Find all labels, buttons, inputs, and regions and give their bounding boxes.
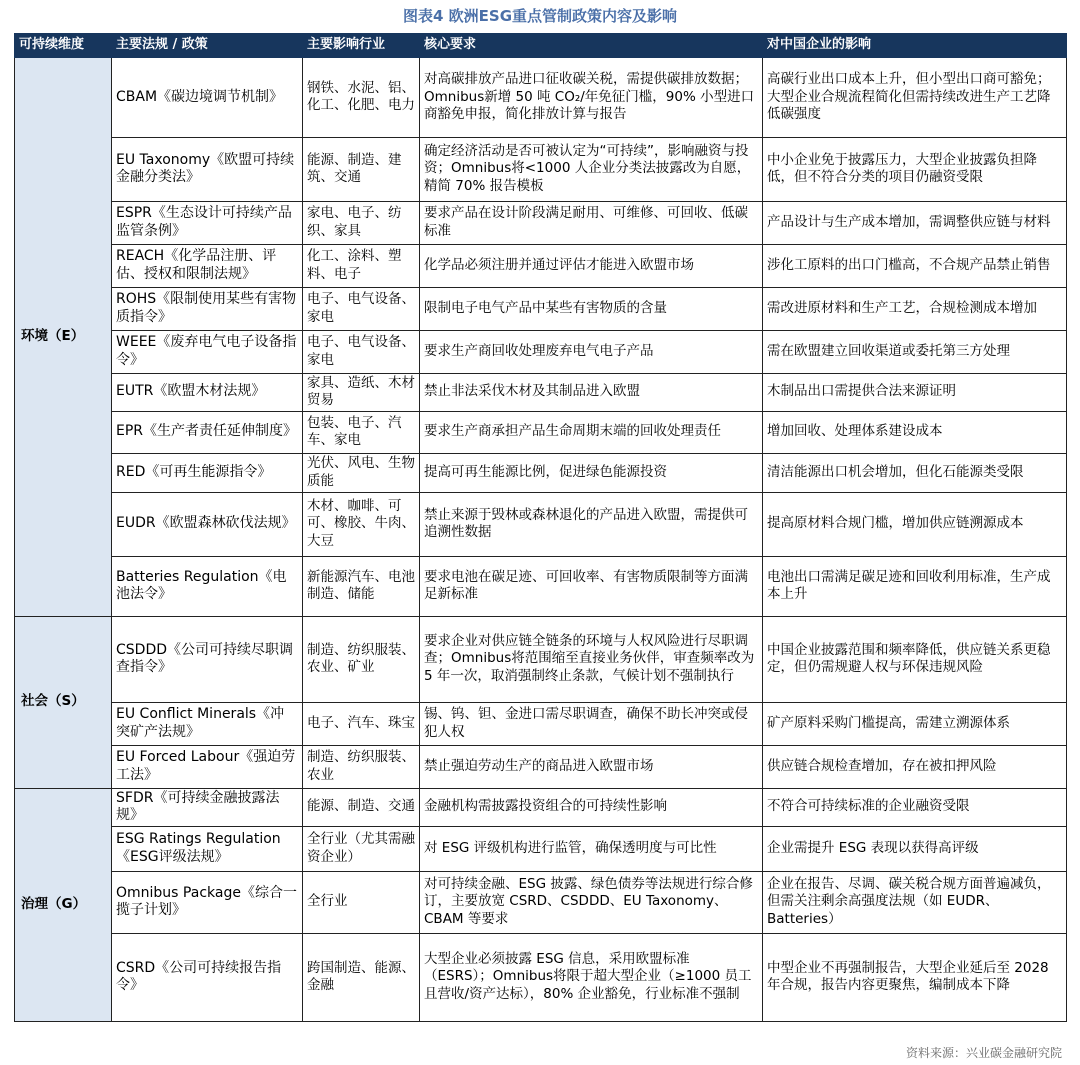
industries-cell: 化工、涂料、塑料、电子 bbox=[303, 244, 420, 287]
table-row bbox=[15, 373, 1067, 411]
source-note: 资料来源：兴业碳金融研究院 bbox=[905, 1046, 1062, 1060]
industries-cell: 家具、造纸、木材贸易 bbox=[303, 373, 420, 411]
header-impact: 对中国企业的影响 bbox=[763, 34, 1067, 58]
dimension-cell: 社会（S） bbox=[15, 616, 112, 788]
impact-cell: 提高原材料合规门槛，增加供应链溯源成本 bbox=[763, 492, 1067, 556]
table-row bbox=[15, 745, 1067, 788]
industries-cell: 制造、纺织服装、农业 bbox=[303, 745, 420, 788]
requirement-cell: 化学品必须注册并通过评估才能进入欧盟市场 bbox=[420, 244, 763, 287]
table-row bbox=[15, 287, 1067, 330]
table-row bbox=[15, 244, 1067, 287]
industries-cell: 木材、咖啡、可可、橡胶、牛肉、大豆 bbox=[303, 492, 420, 556]
requirement-cell: 要求生产商承担产品生命周期末端的回收处理责任 bbox=[420, 411, 763, 453]
requirement-cell: 禁止强迫劳动生产的商品进入欧盟市场 bbox=[420, 745, 763, 788]
impact-cell: 中型企业不再强制报告，大型企业延后至 2028 年合规，报告内容更聚焦，编制成本下降 bbox=[763, 933, 1067, 1021]
dimension-cell: 治理（G） bbox=[15, 788, 112, 1021]
requirement-cell: 要求产品在设计阶段满足耐用、可维修、可回收、低碳标准 bbox=[420, 201, 763, 244]
table-row bbox=[15, 788, 1067, 826]
impact-cell: 企业在报告、尽调、碳关税合规方面普遍减负，但需关注剩余高强度法规（如 EUDR、Batteries） bbox=[763, 871, 1067, 933]
impact-cell: 增加回收、处理体系建设成本 bbox=[763, 411, 1067, 453]
requirement-cell: 要求企业对供应链全链条的环境与人权风险进行尽职调查；Omnibus将范围缩至直接业务伙伴，审查频率改为 5 年一次，取消强制终止条款，气候计划不强制执行 bbox=[420, 616, 763, 702]
industries-cell: 能源、制造、交通 bbox=[303, 788, 420, 826]
regulation-cell: EU Forced Labour《强迫劳工法》 bbox=[112, 745, 303, 788]
requirement-cell: 对可持续金融、ESG 披露、绿色债券等法规进行综合修订，主要放宽 CSRD、CSDDD、EU Taxonomy、CBAM 等要求 bbox=[420, 871, 763, 933]
industries-cell: 电子、电气设备、家电 bbox=[303, 330, 420, 373]
regulation-cell: Omnibus Package《综合一揽子计划》 bbox=[112, 871, 303, 933]
impact-cell: 涉化工原料的出口门槛高，不合规产品禁止销售 bbox=[763, 244, 1067, 287]
requirement-cell: 大型企业必须披露 ESG 信息，采用欧盟标准（ESRS）；Omnibus将限于超大型企业（≥1000 员工且营收/资产达标），80% 企业豁免，行业标准不强制 bbox=[420, 933, 763, 1021]
requirement-cell: 金融机构需披露投资组合的可持续性影响 bbox=[420, 788, 763, 826]
impact-cell: 中小企业免于披露压力，大型企业披露负担降低，但不符合分类的项目仍融资受限 bbox=[763, 137, 1067, 201]
table-header-row bbox=[15, 34, 1067, 58]
industries-cell: 跨国制造、能源、金融 bbox=[303, 933, 420, 1021]
regulation-cell: ESG Ratings Regulation《ESG评级法规》 bbox=[112, 826, 303, 871]
industries-cell: 光伏、风电、生物质能 bbox=[303, 453, 420, 492]
table-row bbox=[15, 556, 1067, 616]
industries-cell: 电子、电气设备、家电 bbox=[303, 287, 420, 330]
regulation-cell: ESPR《生态设计可持续产品监管条例》 bbox=[112, 201, 303, 244]
industries-cell: 全行业 bbox=[303, 871, 420, 933]
regulation-cell: CBAM《碳边境调节机制》 bbox=[112, 57, 303, 137]
table-body bbox=[15, 57, 1067, 1021]
header-requirement: 核心要求 bbox=[420, 34, 763, 58]
header-industries: 主要影响行业 bbox=[303, 34, 420, 58]
requirement-cell: 对 ESG 评级机构进行监管，确保透明度与可比性 bbox=[420, 826, 763, 871]
industries-cell: 新能源汽车、电池制造、储能 bbox=[303, 556, 420, 616]
table-row bbox=[15, 492, 1067, 556]
policy-table-container bbox=[14, 33, 1066, 1022]
industries-cell: 包装、电子、汽车、家电 bbox=[303, 411, 420, 453]
impact-cell: 清洁能源出口机会增加，但化石能源类受限 bbox=[763, 453, 1067, 492]
table-row bbox=[15, 933, 1067, 1021]
requirement-cell: 禁止非法采伐木材及其制品进入欧盟 bbox=[420, 373, 763, 411]
table-row bbox=[15, 137, 1067, 201]
impact-cell: 产品设计与生产成本增加，需调整供应链与材料 bbox=[763, 201, 1067, 244]
dimension-cell: 环境（E） bbox=[15, 57, 112, 616]
regulation-cell: RED《可再生能源指令》 bbox=[112, 453, 303, 492]
regulation-cell: EU Taxonomy《欧盟可持续金融分类法》 bbox=[112, 137, 303, 201]
header-regulation: 主要法规 / 政策 bbox=[112, 34, 303, 58]
header-dimension: 可持续维度 bbox=[15, 34, 112, 58]
requirement-cell: 要求生产商回收处理废弃电气电子产品 bbox=[420, 330, 763, 373]
policy-table bbox=[14, 33, 1067, 1022]
table-row bbox=[15, 616, 1067, 702]
regulation-cell: CSDDD《公司可持续尽职调查指令》 bbox=[112, 616, 303, 702]
regulation-cell: ROHS《限制使用某些有害物质指令》 bbox=[112, 287, 303, 330]
impact-cell: 中国企业披露范围和频率降低，供应链关系更稳定，但仍需规避人权与环保违规风险 bbox=[763, 616, 1067, 702]
table-row bbox=[15, 702, 1067, 745]
regulation-cell: SFDR《可持续金融披露法规》 bbox=[112, 788, 303, 826]
industries-cell: 能源、制造、建筑、交通 bbox=[303, 137, 420, 201]
table-row bbox=[15, 57, 1067, 137]
requirement-cell: 对高碳排放产品进口征收碳关税，需提供碳排放数据；Omnibus新增 50 吨 CO₂/年免征门槛，90% 小型进口商豁免申报，简化排放计算与报告 bbox=[420, 57, 763, 137]
regulation-cell: EUTR《欧盟木材法规》 bbox=[112, 373, 303, 411]
industries-cell: 制造、纺织服装、农业、矿业 bbox=[303, 616, 420, 702]
impact-cell: 需改进原材料和生产工艺，合规检测成本增加 bbox=[763, 287, 1067, 330]
table-row bbox=[15, 826, 1067, 871]
impact-cell: 电池出口需满足碳足迹和回收利用标准，生产成本上升 bbox=[763, 556, 1067, 616]
regulation-cell: EPR《生产者责任延伸制度》 bbox=[112, 411, 303, 453]
impact-cell: 矿产原料采购门槛提高，需建立溯源体系 bbox=[763, 702, 1067, 745]
table-row bbox=[15, 201, 1067, 244]
impact-cell: 不符合可持续标准的企业融资受限 bbox=[763, 788, 1067, 826]
table-row bbox=[15, 411, 1067, 453]
requirement-cell: 要求电池在碳足迹、可回收率、有害物质限制等方面满足新标准 bbox=[420, 556, 763, 616]
regulation-cell: Batteries Regulation《电池法令》 bbox=[112, 556, 303, 616]
regulation-cell: CSRD《公司可持续报告指令》 bbox=[112, 933, 303, 1021]
impact-cell: 供应链合规检查增加，存在被扣押风险 bbox=[763, 745, 1067, 788]
page-title: 图表4 欧洲ESG重点管制政策内容及影响 bbox=[402, 7, 678, 25]
table-row bbox=[15, 330, 1067, 373]
impact-cell: 需在欧盟建立回收渠道或委托第三方处理 bbox=[763, 330, 1067, 373]
regulation-cell: EU Conflict Minerals《冲突矿产法规》 bbox=[112, 702, 303, 745]
table-row bbox=[15, 453, 1067, 492]
industries-cell: 全行业（尤其需融资企业） bbox=[303, 826, 420, 871]
table-row bbox=[15, 871, 1067, 933]
impact-cell: 木制品出口需提供合法来源证明 bbox=[763, 373, 1067, 411]
requirement-cell: 确定经济活动是否可被认定为“可持续”，影响融资与投资；Omnibus将<1000 人企业分类法披露改为自愿，精简 70% 报告模板 bbox=[420, 137, 763, 201]
regulation-cell: REACH《化学品注册、评估、授权和限制法规》 bbox=[112, 244, 303, 287]
regulation-cell: EUDR《欧盟森林砍伐法规》 bbox=[112, 492, 303, 556]
impact-cell: 企业需提升 ESG 表现以获得高评级 bbox=[763, 826, 1067, 871]
requirement-cell: 禁止来源于毁林或森林退化的产品进入欧盟，需提供可追溯性数据 bbox=[420, 492, 763, 556]
impact-cell: 高碳行业出口成本上升，但小型出口商可豁免；大型企业合规流程简化但需持续改进生产工艺降低碳强度 bbox=[763, 57, 1067, 137]
industries-cell: 家电、电子、纺织、家具 bbox=[303, 201, 420, 244]
requirement-cell: 限制电子电气产品中某些有害物质的含量 bbox=[420, 287, 763, 330]
requirement-cell: 提高可再生能源比例，促进绿色能源投资 bbox=[420, 453, 763, 492]
industries-cell: 电子、汽车、珠宝 bbox=[303, 702, 420, 745]
industries-cell: 钢铁、水泥、铝、化工、化肥、电力 bbox=[303, 57, 420, 137]
requirement-cell: 锡、钨、钽、金进口需尽职调查，确保不助长冲突或侵犯人权 bbox=[420, 702, 763, 745]
regulation-cell: WEEE《废弃电气电子设备指令》 bbox=[112, 330, 303, 373]
